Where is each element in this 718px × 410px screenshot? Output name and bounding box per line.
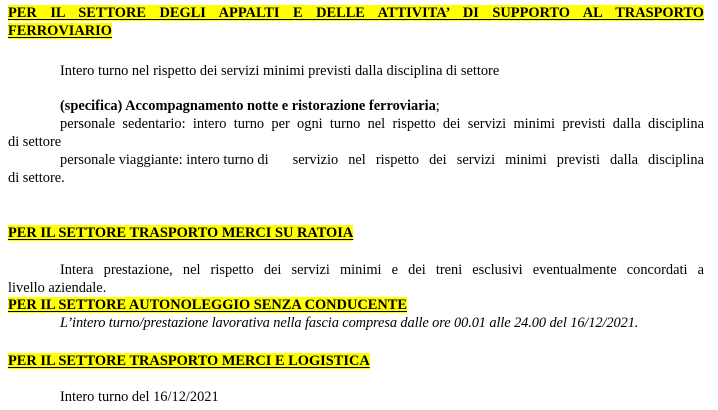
viaggiante-line1-b: servizio nel rispetto dei servizi minimi previsti dalla disciplina bbox=[292, 152, 704, 168]
viaggiante-line1-a: personale viaggiante: intero turno di bbox=[60, 152, 269, 168]
heading-autonoleggio: PER IL SETTORE AUTONOLEGGIO SENZA CONDUCENTE bbox=[8, 297, 407, 313]
heading-appalti-line1: PER IL SETTORE DEGLI APPALTI E DELLE ATTIVITA’ DI SUPPORTO AL TRASPORTO bbox=[8, 5, 704, 21]
sedentario-line1: personale sedentario: intero turno per ogni turno nel rispetto dei servizi minimi previsti dalla disciplina bbox=[60, 116, 704, 132]
heading-logistica: PER IL SETTORE TRASPORTO MERCI E LOGISTICA bbox=[8, 353, 370, 369]
paragraph-intero-turno: Intero turno nel rispetto dei servizi minimi previsti dalla disciplina di settore bbox=[60, 63, 500, 79]
section-heading-logistica bbox=[8, 352, 704, 370]
paragraph-specifica bbox=[8, 97, 718, 115]
paragraph-ratoia bbox=[8, 261, 704, 297]
viaggiante-line1 bbox=[8, 151, 704, 169]
sedentario-line2: di settore bbox=[8, 134, 62, 150]
viaggiante-line2: di settore. bbox=[8, 170, 65, 186]
paragraph-logistica: Intero turno del 16/12/2021 bbox=[60, 389, 219, 405]
section-heading-appalti bbox=[8, 4, 704, 40]
section-heading-ratoia bbox=[8, 224, 704, 242]
specifica-label: (specifica) Accompagnamento notte e ristorazione ferroviaria bbox=[60, 98, 436, 114]
ratoia-line2: livello aziendale. bbox=[8, 280, 107, 296]
section-heading-autonoleggio bbox=[8, 296, 704, 314]
heading-appalti-line2: FERROVIARIO bbox=[8, 23, 112, 39]
specifica-tail: ; bbox=[435, 98, 440, 114]
paragraph-personale-viaggiante bbox=[8, 151, 704, 187]
ratoia-line1: Intera prestazione, nel rispetto dei servizi minimi e dei treni esclusivi eventualmente concordati a bbox=[60, 262, 704, 278]
paragraph-autonoleggio: L’intero turno/prestazione lavorativa nella fascia compresa dalle ore 00.01 alle 24.00 del 16/12/2021. bbox=[60, 315, 639, 331]
paragraph-personale-sedentario bbox=[8, 115, 704, 151]
heading-ratoia: PER IL SETTORE TRASPORTO MERCI SU RATOIA bbox=[8, 225, 354, 241]
